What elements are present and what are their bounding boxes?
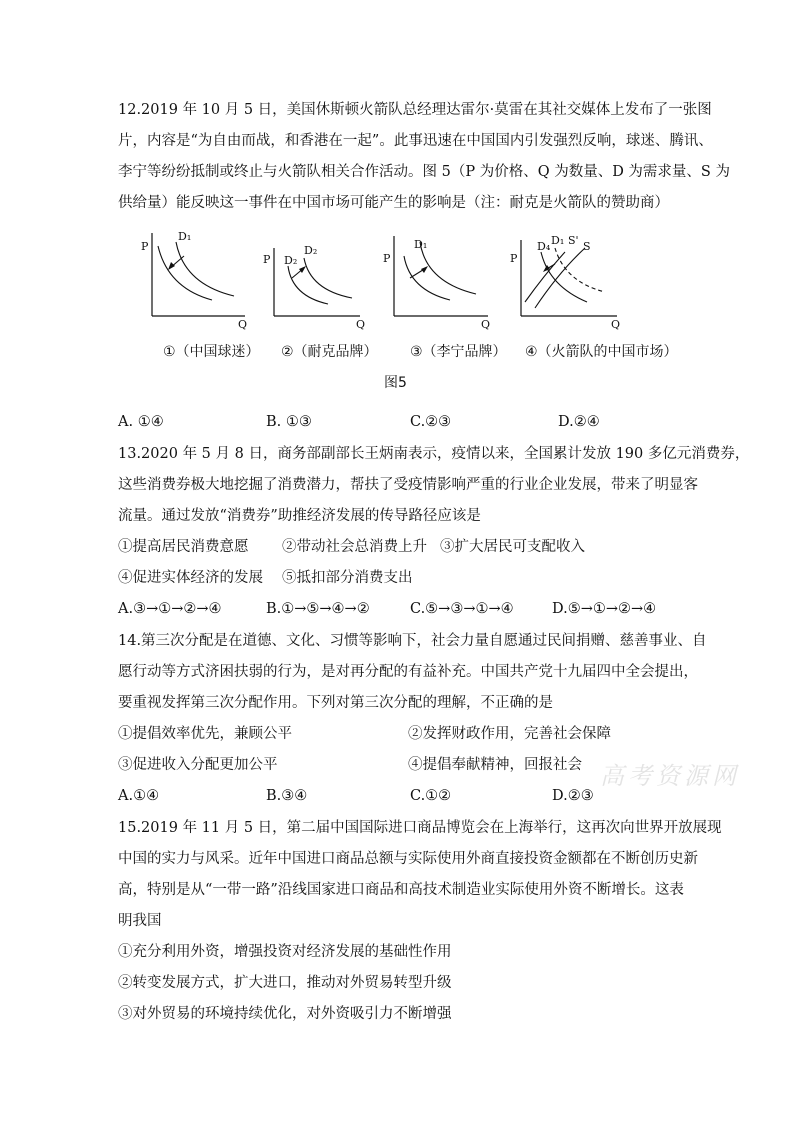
q13-line-3: 流量。通过发放“消费券”助推经济发展的传导路径应该是	[118, 508, 481, 524]
axis-q-label: Q	[356, 318, 366, 331]
q15-line-2: 中国的实力与风采。近年中国进口商品总额与实际使用外商直接投资金额都在不断创历史新	[118, 851, 698, 867]
d2-label-left: D₂	[284, 254, 298, 267]
d2-label-right: D₂	[304, 244, 318, 257]
q14-item-4: ④提倡奉献精神，回报社会	[408, 757, 582, 773]
q14-item-1: ①提倡效率优先，兼顾公平	[118, 726, 292, 742]
demand-curve-d4	[541, 252, 587, 302]
demand-curve-d2	[420, 242, 476, 294]
q12-option-d: D.②④	[558, 414, 600, 430]
graph-nike-brand	[260, 228, 380, 338]
q13-line-1: 13.2020 年 5 月 8 日，商务部副部长王炳南表示，疫情以来，全国累计发放 190 多亿元消费券，	[118, 446, 750, 462]
axis-p-label: P	[263, 253, 271, 266]
axis-q-label: Q	[238, 318, 248, 331]
q13-line-2: 这些消费券极大地挖掘了消费潜力，帮扶了受疫情影响严重的行业企业发展，带来了明显客	[118, 477, 698, 493]
q13-option-b: B.①→⑤→④→②	[266, 601, 370, 617]
d4-label: D₄	[537, 240, 551, 253]
q13-item-3: ③扩大居民可支配收入	[440, 539, 585, 555]
q14-item-2: ②发挥财政作用，完善社会保障	[408, 726, 611, 742]
graph-caption-2: ②（耐克品牌）	[281, 344, 378, 360]
demand-curve-d2	[158, 246, 212, 300]
graph-rockets-china-market	[505, 228, 630, 338]
q14-option-c: C.①②	[410, 788, 452, 804]
demand-curve-d2	[288, 266, 328, 304]
q12-option-c: C.②③	[410, 414, 452, 430]
q15-item-1: ①充分利用外资，增强投资对经济发展的基础性作用	[118, 944, 452, 960]
q14-option-b: B.③④	[266, 788, 308, 804]
graph-caption-3: ③（李宁品牌）	[410, 344, 507, 360]
q14-line-1: 14.第三次分配是在道德、文化、习惯等影响下，社会力量自愿通过民间捐赠、慈善事业、自	[118, 633, 707, 649]
q13-option-a: A.③→①→②→④	[118, 601, 222, 617]
q14-line-2: 愿行动等方式济困扶弱的行为，是对再分配的有益补充。中国共产党十九届四中全会提出，	[118, 664, 698, 680]
q13-option-d: D.⑤→①→②→④	[552, 601, 657, 617]
q12-option-a: A. ①④	[118, 414, 164, 430]
q13-item-2: ②带动社会总消费上升	[282, 539, 427, 555]
s-prime-label: S'	[568, 234, 579, 247]
graph-li-ning-brand	[380, 228, 500, 338]
q15-item-2: ②转变发展方式，扩大进口，推动对外贸易转型升级	[118, 975, 452, 991]
q12-line-4: 供给量）能反映这一事件在中国市场可能产生的影响是（注：耐克是火箭队的赞助商）	[118, 195, 669, 211]
d1-label: D₁	[178, 230, 192, 243]
axis-q-label: Q	[611, 318, 621, 331]
q14-item-3: ③促进收入分配更加公平	[118, 757, 278, 773]
watermark: 高考资源网	[600, 762, 740, 790]
q13-option-c: C.⑤→③→①→④	[410, 601, 514, 617]
q13-item-4: ④促进实体经济的发展	[118, 570, 263, 586]
d1-label: D₁	[551, 234, 565, 247]
q15-line-1: 15.2019 年 11 月 5 日，第二届中国国际进口商品博览会在上海举行，这再次向世界开放展现	[118, 820, 722, 836]
graph-chinese-fans	[140, 228, 260, 338]
q15-line-3: 高，特别是从“一带一路”沿线国家进口商品和高技术制造业实际使用外资不断增长。这表	[118, 882, 684, 898]
graph-caption-1: ①（中国球迷）	[163, 344, 260, 360]
q14-line-3: 要重视发挥第三次分配作用。下列对第三次分配的理解，不正确的是	[118, 695, 553, 711]
q13-item-5: ⑤抵扣部分消费支出	[282, 570, 413, 586]
axis-p-label: P	[510, 252, 518, 265]
s-label: S	[583, 240, 591, 253]
q15-item-3: ③对外贸易的环境持续优化，对外资吸引力不断增强	[118, 1006, 452, 1022]
demand-curve-d1	[304, 258, 352, 298]
q15-line-4: 明我国	[118, 913, 162, 929]
axis-p-label: P	[141, 240, 149, 253]
axis-p-label: P	[383, 252, 391, 265]
q12-line-3: 李宁等纷纷抵制或终止与火箭队相关合作活动。图 5（P 为价格、Q 为数量、D 为需求量、S 为	[118, 164, 730, 180]
graph-caption-4: ④（火箭队的中国市场）	[525, 344, 678, 360]
figure-label: 图5	[384, 375, 407, 391]
axis-q-label: Q	[481, 318, 491, 331]
q12-option-b: B. ①③	[266, 414, 312, 430]
d1-label: D₁	[414, 238, 428, 251]
q13-item-1: ①提高居民消费意愿	[118, 539, 249, 555]
q14-option-d: D.②③	[552, 788, 594, 804]
q14-option-a: A.①④	[118, 788, 160, 804]
q12-line-2: 片，内容是“为自由而战，和香港在一起”。此事迅速在中国国内引发强烈反响，球迷、腾讯、	[118, 133, 713, 149]
q12-line-1: 12.2019 年 10 月 5 日，美国休斯顿火箭队总经理达雷尔·莫雷在其社交媒体上发布了一张图	[118, 102, 712, 118]
